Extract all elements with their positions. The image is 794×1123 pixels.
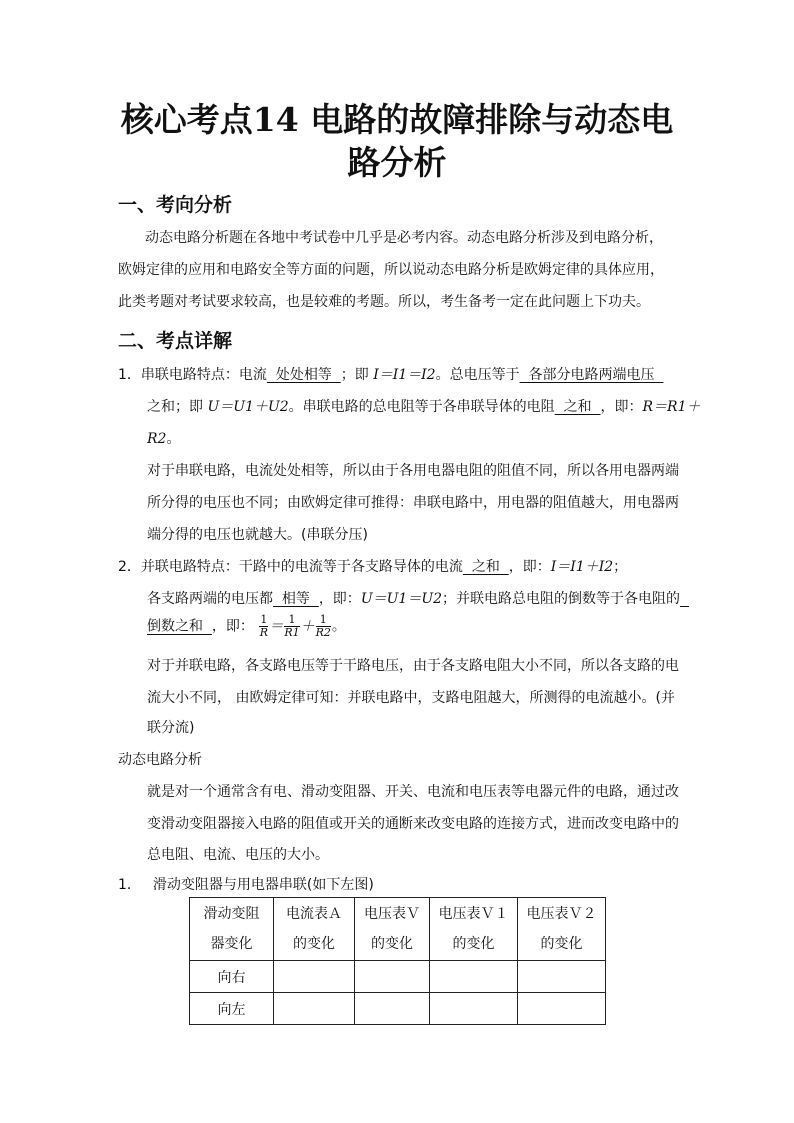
- header-line: 滑动变阻: [203, 906, 260, 922]
- header-cell: [190, 898, 274, 961]
- text: 。总电压等于: [435, 367, 520, 383]
- table-cell: [430, 961, 518, 993]
- series-line-2: [147, 396, 700, 416]
- table-header-row: [190, 898, 606, 961]
- table-row: [190, 993, 606, 1025]
- fill-blank: 各部分电路两端电压: [519, 367, 664, 383]
- item-1-heading: [118, 874, 374, 894]
- parallel-explain-3: 联分流): [147, 720, 195, 736]
- series-line-3: [147, 428, 180, 448]
- header-cell: [274, 898, 355, 961]
- page-title-line2: 路分析: [347, 143, 447, 182]
- table-cell: [518, 961, 606, 993]
- denominator: R: [259, 626, 268, 639]
- header-line: 电压表Ｖ２: [526, 906, 597, 922]
- numerator: 1: [284, 614, 299, 627]
- fill-blank: 处处相等: [266, 367, 341, 383]
- header-line: 电流表Ａ: [286, 906, 342, 922]
- text: 各支路两端的电压都: [147, 591, 273, 607]
- equals-sign: ＝: [269, 618, 284, 635]
- dynamic-line-3: 总电阻、电流、电压的大小。: [147, 847, 329, 863]
- header-line: 电压表Ｖ１: [438, 906, 509, 922]
- item-number: 1．: [118, 877, 141, 893]
- text: ；即: [340, 367, 374, 383]
- fraction-1-over-r: [259, 614, 268, 639]
- text: 。: [166, 431, 181, 447]
- text: ，即：: [508, 559, 551, 575]
- series-line-1: [118, 364, 663, 384]
- table-row: [190, 961, 606, 993]
- intro-line-3: 此类考题对考试要求较高，也是较难的考题。所以，考生备考一定在此问题上下功夫。: [118, 294, 650, 310]
- denominator: R1: [284, 626, 300, 639]
- item-number: 2．: [118, 559, 141, 575]
- header-line: 的变化: [452, 936, 495, 952]
- header-line: 的变化: [371, 936, 413, 952]
- table-cell: 向左: [190, 993, 274, 1025]
- intro-line-2: 欧姆定律的应用和电路安全等方面的问题，所以说动态电路分析是欧姆定律的具体应用，: [118, 262, 664, 278]
- parallel-explain-1: 对于并联电路，各支路电压等于干路电压，由于各支路电阻大小不同，所以各支路的电: [147, 658, 679, 674]
- header-cell: [430, 898, 518, 961]
- dynamic-line-1: 就是对一个通常含有电、滑动变阻器、开关、电流和电压表等电器元件的电路，通过改: [147, 784, 679, 800]
- numerator: 1: [260, 613, 268, 626]
- denominator: R2: [315, 626, 331, 639]
- table-cell: [355, 961, 430, 993]
- fraction-1-over-r1: [284, 614, 299, 639]
- fill-blank: 之和: [554, 399, 601, 415]
- text: 。串联电路的总电阻等于各串联导体的电阻: [288, 399, 555, 415]
- plus-sign: ＋: [300, 618, 315, 635]
- header-cell: [518, 898, 606, 961]
- series-explain-3: 端分得的电压也就越大。(串联分压): [147, 527, 368, 543]
- section-heading-details: 二、考点详解: [118, 330, 233, 352]
- series-explain-2: 所分得的电压也不同；由欧姆定律可推得：串联电路中，用电器的阻值越大，用电器两: [147, 495, 679, 511]
- table-cell: [355, 993, 430, 1025]
- formula: R＝R1＋: [642, 399, 701, 415]
- fill-blank: [680, 591, 689, 607]
- text: ；并联电路总电阻的倒数等于各电阻的: [442, 591, 681, 607]
- dynamic-heading: 动态电路分析: [118, 752, 202, 768]
- fraction-1-over-r2: [316, 614, 331, 639]
- parallel-explain-2: 流大小不同， 由欧姆定律可知：并联电路中，支路电阻越大，所测得的电流越小。(并: [147, 690, 675, 706]
- text: 之和；即: [147, 399, 208, 415]
- parallel-line-1: [118, 556, 627, 576]
- table-cell: [518, 993, 606, 1025]
- text: 并联电路特点：干路中的电流等于各支路导体的电流: [140, 559, 463, 575]
- table-cell: 向右: [190, 961, 274, 993]
- table-cell: [430, 993, 518, 1025]
- header-line: 电压表Ｖ: [364, 906, 420, 922]
- text: ，即：: [211, 618, 254, 635]
- formula: I＝I1＝I2: [373, 367, 436, 383]
- fill-blank: 倒数之和: [147, 618, 212, 635]
- item-text: 滑动变阻器与用电器串联(如下左图): [152, 877, 374, 893]
- fill-blank: 相等: [273, 591, 319, 607]
- text: ，即：: [318, 591, 361, 607]
- item-number: 1．: [118, 367, 141, 383]
- formula: I＝I1＋I2: [550, 559, 614, 575]
- text: ；: [613, 559, 628, 575]
- formula: U＝U1＝U2: [360, 591, 443, 607]
- page-title-line1: 核心考点14 电路的故障排除与动态电: [120, 100, 674, 139]
- section-heading-analysis: 一、考向分析: [118, 194, 233, 216]
- rheostat-table: [189, 897, 606, 1025]
- text: 串联电路特点：电流: [140, 367, 267, 383]
- text: ，即：: [600, 399, 643, 415]
- dynamic-line-2: 变滑动变阻器接入电路的阻值或开关的通断来改变电路的连接方式，进而改变电路中的: [147, 816, 679, 832]
- header-line: 的变化: [540, 936, 583, 952]
- header-line: 的变化: [293, 936, 335, 952]
- header-line: 器变化: [210, 936, 253, 952]
- fill-blank: 之和: [462, 559, 509, 575]
- numerator: 1: [316, 614, 331, 627]
- header-cell: [355, 898, 430, 961]
- formula: U＝U1＋U2: [207, 399, 289, 415]
- table-cell: [274, 961, 355, 993]
- parallel-line-3: [147, 614, 346, 639]
- parallel-line-2: [147, 588, 689, 608]
- series-explain-1: 对于串联电路，电流处处相等，所以由于各用电器电阻的阻值不同，所以各用电器两端: [147, 463, 679, 479]
- intro-line-1: 动态电路分析题在各地中考试卷中几乎是必考内容。动态电路分析涉及到电路分析，: [145, 230, 663, 246]
- table-cell: [274, 993, 355, 1025]
- text: 。: [331, 618, 346, 635]
- formula: R2: [147, 431, 167, 447]
